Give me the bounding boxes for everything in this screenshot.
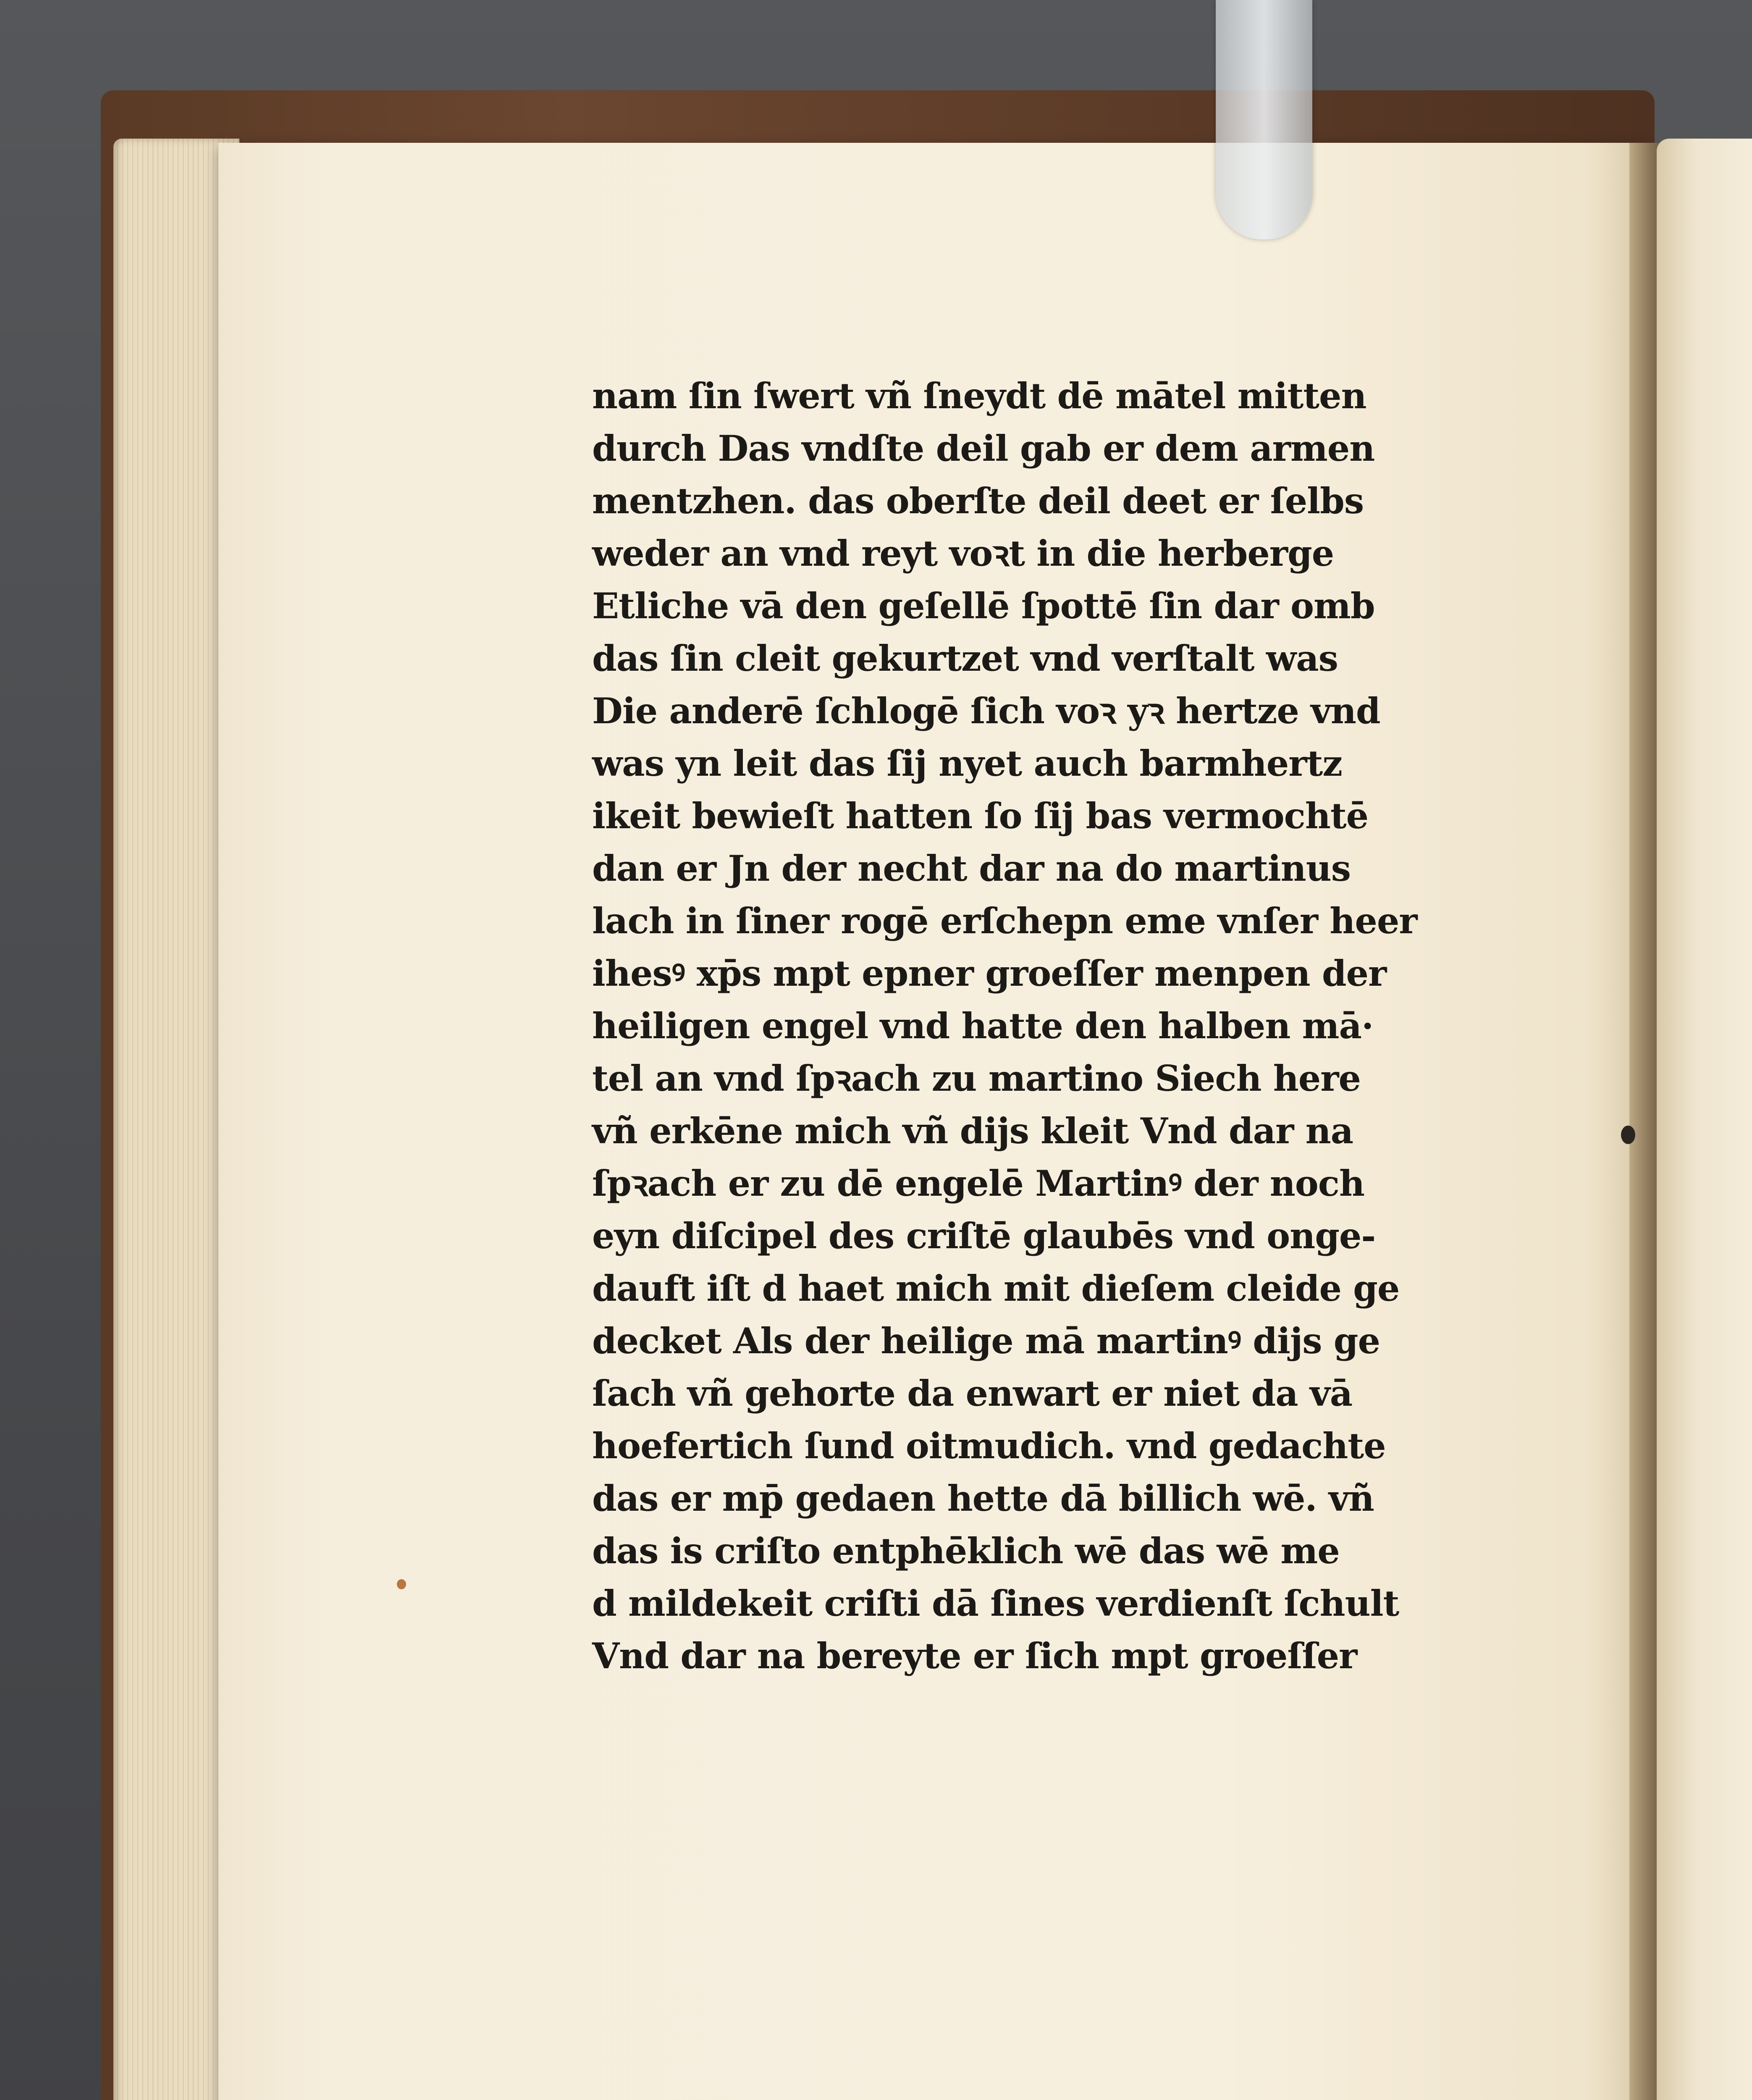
text-line: dan er Jn der necht dar na do martinus xyxy=(592,848,1351,889)
text-line: eyn diſcipel des criſtē glaubēs vnd onge- xyxy=(592,1215,1376,1257)
text-line: durch Das vndſte deil gab er dem armen xyxy=(592,428,1375,469)
text-line: das is criſto entphēklich wē das wē me xyxy=(592,1530,1340,1572)
text-line: tel an vnd ſpꝛach zu martino Siech here xyxy=(592,1058,1361,1099)
page-clip-top xyxy=(1216,0,1312,239)
text-line: Die anderē ſchlogē ſich voꝛ yꝛ hertze vnd xyxy=(592,690,1380,732)
text-line: weder an vnd reyt voꝛt in die herberge xyxy=(592,533,1334,574)
text-line: heiligen engel vnd hatte den halben mā· xyxy=(592,1005,1374,1047)
text-line: das er mp̄ gedaen hette dā billich wē. vñ xyxy=(592,1478,1374,1519)
text-line: ſpꝛach er zu dē engelē Martinꝰ der noch xyxy=(592,1163,1365,1204)
text-line: lach in ſiner rogē erſchepn eme vnſer heer xyxy=(592,900,1417,942)
text-line: hoefertich ſund oitmudich. vnd gedachte xyxy=(592,1425,1386,1467)
text-line: ihesꝰ xp̄s mpt epner groeſſer menpen der xyxy=(592,953,1387,994)
text-line: d mildekeit criſti dā ſines verdienſt ſchult xyxy=(592,1583,1399,1624)
text-line: Vnd dar na bereyte er ſich mpt groeſſer xyxy=(592,1635,1357,1677)
text-line: vñ erkēne mich vñ dijs kleit Vnd dar na xyxy=(592,1110,1353,1152)
text-line: das ſin cleit gekurtzet vnd verſtalt was xyxy=(592,638,1338,679)
text-line: Etliche vā den geſellē ſpottē ſin dar omb xyxy=(592,585,1375,627)
ink-spot xyxy=(1621,1126,1635,1144)
facing-page xyxy=(1657,139,1752,2100)
text-line: ſach vñ gehorte da enwart er niet da vā xyxy=(592,1373,1353,1414)
text-line: was yn leit das ſij nyet auch barmhertz xyxy=(592,743,1342,784)
text-line: mentzhen. das oberſte deil deet er ſelbs xyxy=(592,480,1364,522)
text-line: dauft iſt d haet mich mit dieſem cleide ge xyxy=(592,1268,1400,1309)
text-line: nam ſin ſwert vñ ſneydt dē mātel mitten xyxy=(592,375,1366,417)
rust-spot xyxy=(397,1579,406,1589)
text-line: decket Als der heilige mā martinꝰ dijs ge xyxy=(592,1320,1380,1362)
text-line: ikeit bewieſt hatten ſo ſij bas vermochtē xyxy=(592,795,1369,837)
text-block xyxy=(592,370,1474,1682)
